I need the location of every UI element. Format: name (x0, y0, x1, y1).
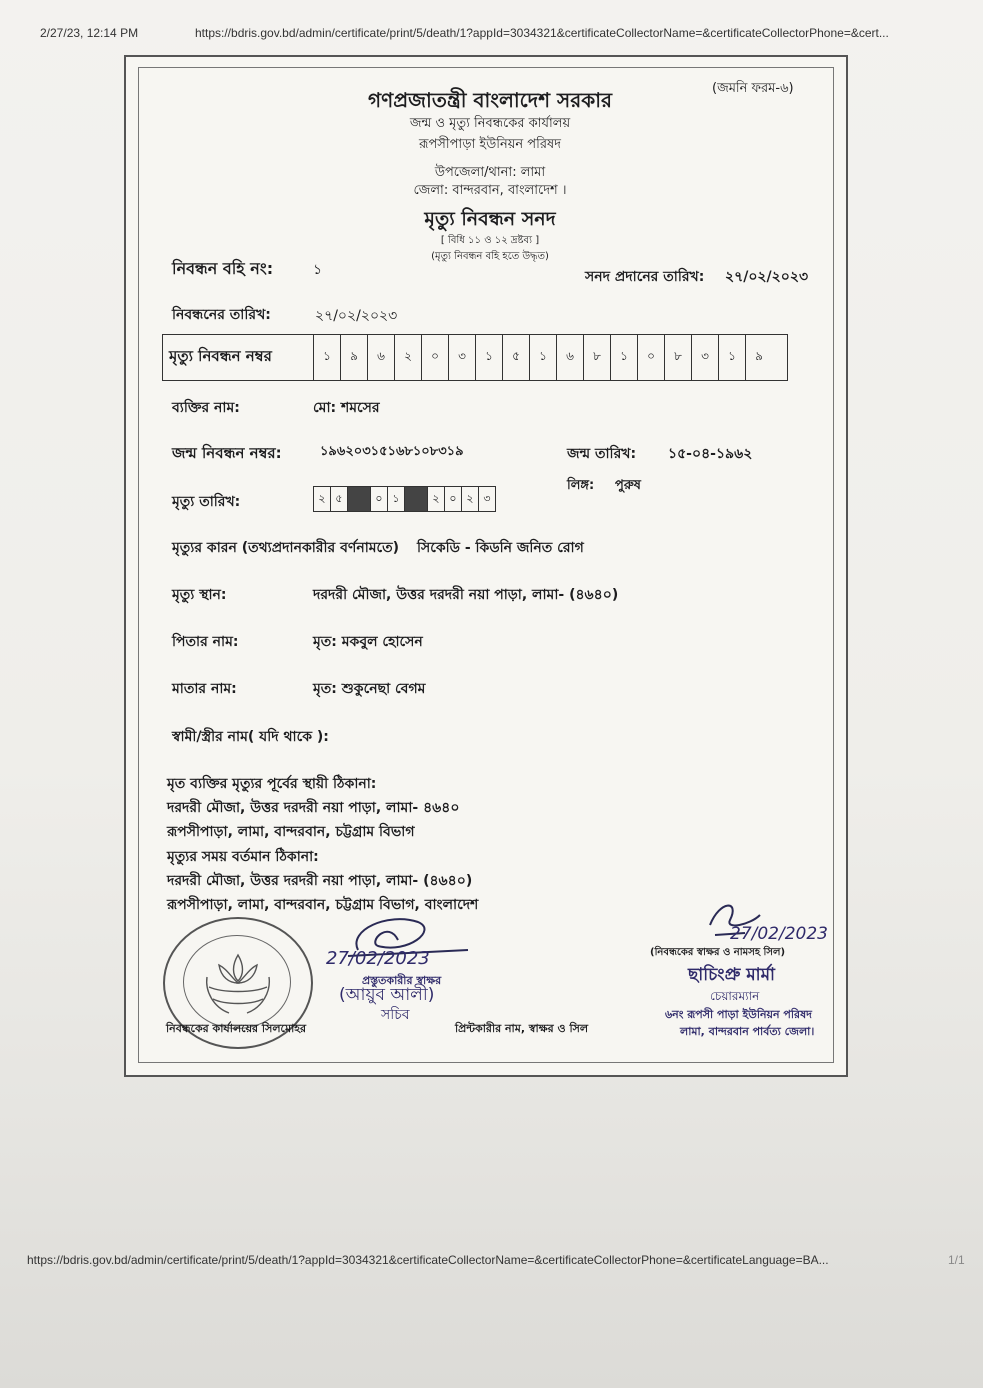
reg-digit: ২ (394, 335, 421, 380)
day-digit: ২ (314, 487, 331, 511)
reg-digit: ৬ (367, 335, 394, 380)
present-address-line2: রূপসীপাড়া, লামা, বান্দরবান, চট্টগ্রাম বিভাগ, বাংলাদেশ (167, 897, 479, 913)
book-label: নিবন্ধন বহি নং: (172, 259, 274, 278)
page-count: 1/1 (948, 1253, 965, 1267)
year-digit: ২ (428, 487, 445, 511)
permanent-address-line1: দরদরী মৌজা, উত্তর দরদরী নয়া পাড়া, লামা- ৪৬৪০ (167, 800, 460, 816)
reg-digit: ১ (475, 335, 502, 380)
birth-reg-label: জন্ম নিবন্ধন নম্বর: (172, 444, 282, 462)
registration-date-value: ২৭/০২/২০২৩ (315, 308, 398, 324)
reg-digit: ১ (610, 335, 637, 380)
print-url-top: https://bdris.gov.bd/admin/certificate/print/5/death/1?appId=3034321&certificateCollectorName=&certificateCollectorPhone=&cert... (195, 26, 889, 40)
government-title: গণপ্রজাতন্ত্রী বাংলাদেশ সরকার (368, 88, 612, 112)
registrar-name: ছাচিংপ্রু মার্মা (688, 965, 775, 985)
print-timestamp: 2/27/23, 12:14 PM (40, 26, 139, 40)
gender-value: পুরুষ (615, 478, 641, 493)
reg-digit: ৮ (664, 335, 691, 380)
district-line: জেলা: বান্দরবান, বাংলাদেশ । (413, 183, 567, 198)
preparer-title: সচিব (381, 1007, 410, 1023)
death-registration-number-box (162, 334, 788, 381)
present-address-label: মৃত্যুর সময় বর্তমান ঠিকানা: (167, 849, 319, 865)
registration-date-label: নিবন্ধনের তারিখ: (172, 307, 271, 323)
day-digit: ৫ (331, 487, 348, 511)
death-place-label: মৃত্যু স্থান: (172, 587, 227, 603)
death-reg-digits (313, 335, 772, 380)
death-place-value: দরদরী মৌজা, উত্তর দরদরী নয়া পাড়া, লামা- (৪৬৪০) (313, 587, 619, 603)
gender-label: লিঙ্গ: (567, 478, 595, 493)
rule-note: [ বিধি ১১ ও ১২ দ্রষ্টব্য ] (440, 235, 540, 246)
source-note: (মৃত্যু নিবন্ধন বহি হতে উদ্ধৃত) (431, 251, 549, 262)
reg-digit: ৯ (745, 335, 772, 380)
union-title: রূপসীপাড়া ইউনিয়ন পরিষদ (419, 137, 561, 152)
issue-date-value: ২৭/০২/২০২৩ (725, 269, 809, 285)
reg-digit: ০ (421, 335, 448, 380)
reg-digit: ১ (529, 335, 556, 380)
month-digit: ০ (371, 487, 388, 511)
print-url-bottom: https://bdris.gov.bd/admin/certificate/print/5/death/1?appId=3034321&certificateCollectorName=&certificateCollectorPhone=&certificateLanguage=BA... (27, 1253, 829, 1267)
year-digit: ৩ (483, 491, 491, 505)
book-value: ১ (313, 262, 323, 278)
reg-digit: ৫ (502, 335, 529, 380)
form-label: (জমনি ফরম-৬) (712, 81, 794, 96)
reg-digit: ১ (718, 335, 745, 380)
person-name-value: মো: শমসের (313, 400, 380, 416)
preparer-name: (আয়ুব আলী) (339, 985, 435, 1005)
national-emblem-icon (199, 947, 277, 1019)
preparer-sign-date: 27/02/2023 (326, 948, 430, 969)
certificate-title: মৃত্যু নিবন্ধন সনদ (424, 208, 556, 230)
reg-digit: ৬ (556, 335, 583, 380)
death-date-label: মৃত্যু তারিখ: (172, 494, 241, 510)
person-name-label: ব্যক্তির নাম: (172, 400, 240, 416)
year-digit: ২ (462, 487, 479, 511)
registrar-area: লামা, বান্দরবান পার্বত্য জেলা। (680, 1025, 815, 1038)
office-seal-caption: নিবন্ধকের কার্যালয়ের সিলমোহর (166, 1022, 307, 1035)
birth-date-value: ১৫-০৪-১৯৬২ (668, 446, 753, 462)
reg-digit: ৮ (583, 335, 610, 380)
registrar-title: চেয়ারম্যান (710, 989, 760, 1003)
registrar-caption: (নিবন্ধকের স্বাক্ষর ও নামসহ সিল) (650, 947, 786, 958)
registrar-union: ৬নং রূপসী পাড়া ইউনিয়ন পরিষদ (665, 1008, 812, 1021)
registrar-sign-date: 27/02/2023 (730, 924, 828, 944)
reg-digit: ১ (313, 335, 340, 380)
date-separator (405, 487, 428, 511)
death-reg-number-label: মৃত্যু নিবন্ধন নম্বর (169, 347, 272, 365)
birth-reg-value: ১৯৬২০৩১৫১৬৮১০৮৩১৯ (320, 444, 464, 459)
month-digit: ১ (388, 487, 405, 511)
death-date-box (313, 486, 496, 512)
permanent-address-line2: রূপসীপাড়া, লামা, বান্দরবান, চট্টগ্রাম বিভাগ (167, 824, 415, 840)
birth-date-label: জন্ম তারিখ: (567, 446, 637, 462)
issue-date-label: সনদ প্রদানের তারিখ: (585, 269, 705, 285)
father-value: মৃত: মকবুল হোসেন (313, 634, 423, 650)
present-address-line1: দরদরী মৌজা, উত্তর দরদরী নয়া পাড়া, লামা- (৪৬৪০) (167, 873, 473, 889)
death-cause-value: সিকেডি - কিডনি জনিত রোগ (417, 540, 584, 556)
mother-value: মৃত: শুকুনেছা বেগম (313, 681, 426, 697)
date-separator (348, 487, 371, 511)
year-digit: ০ (445, 487, 462, 511)
preparer-caption: প্রস্তুতকারীর স্বাক্ষর (362, 974, 442, 987)
reg-digit: ০ (637, 335, 664, 380)
printer-caption: প্রিন্টকারীর নাম, স্বাক্ষর ও সিল (455, 1022, 589, 1035)
mother-label: মাতার নাম: (172, 681, 237, 697)
upazila-line: উপজেলা/থানা: লামা (434, 165, 546, 180)
office-title: জন্ম ও মৃত্যু নিবন্ধকের কার্যালয় (409, 116, 571, 131)
father-label: পিতার নাম: (172, 634, 239, 650)
death-cause-label: মৃত্যুর কারন (তথ্যপ্রদানকারীর বর্ণনামতে) (172, 540, 400, 556)
reg-digit: ৩ (448, 335, 475, 380)
reg-digit: ৩ (691, 335, 718, 380)
spouse-label: স্বামী/স্ত্রীর নাম( যদি থাকে ): (172, 729, 329, 745)
reg-digit: ৯ (340, 335, 367, 380)
permanent-address-label: মৃত ব্যক্তির মৃত্যুর পূর্বের স্থায়ী ঠিকানা: (167, 776, 377, 792)
